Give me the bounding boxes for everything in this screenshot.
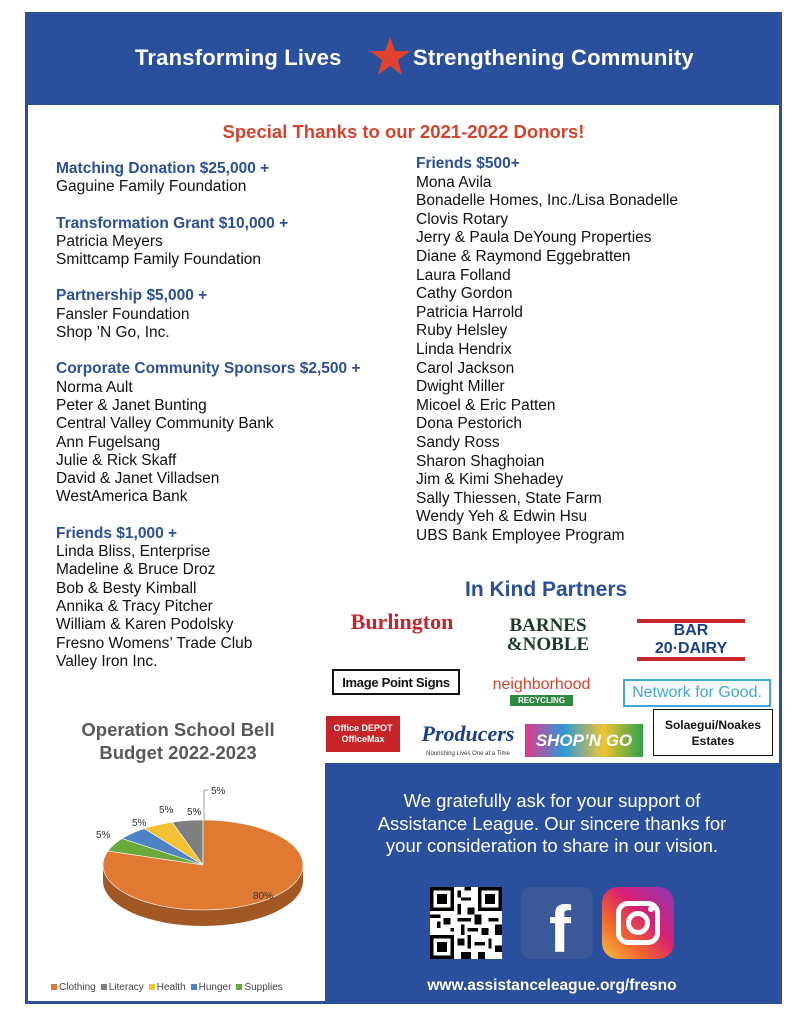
bar20-dairy-logo: BAR 20·DAIRY (637, 619, 745, 661)
support-message (325, 790, 779, 858)
donor-name: Central Valley Community Bank (56, 415, 274, 433)
donor-name: Mona Avila (416, 173, 492, 191)
donor-group-heading: Corporate Community Sponsors $2,500 + (56, 360, 361, 378)
donor-name: Diane & Raymond Eggebratten (416, 247, 631, 265)
donor-name: Patricia Harrold (416, 303, 523, 321)
donor-name: Jerry & Paula DeYoung Properties (416, 229, 652, 247)
solaegui-line-2: Estates (691, 733, 735, 748)
donor-name: Annika & Tracy Pitcher (56, 597, 213, 615)
legend-swatch (101, 984, 107, 990)
pie-leader-line (204, 790, 208, 820)
donor-name: David & Janet Villadsen (56, 470, 220, 488)
legend-swatch (51, 984, 57, 990)
instagram-icon[interactable] (602, 887, 674, 959)
barnes-noble-logo (508, 607, 588, 663)
solaegui-noakes-logo (653, 709, 773, 756)
donor-name: Ruby Helsley (416, 322, 508, 340)
banner-left-text: Transforming Lives (135, 45, 342, 70)
pie-label-health: 5% (132, 818, 147, 829)
donor-name: Smittcamp Family Foundation (56, 251, 262, 269)
burlington-logo: Burlington (350, 609, 454, 634)
neighborhood-recycling-logo (483, 676, 600, 706)
donor-group-heading: Friends $1,000 + (56, 524, 178, 542)
donor-name: Peter & Janet Bunting (56, 396, 207, 414)
pie-label-top: 5% (211, 786, 226, 797)
legend-item-health (149, 982, 186, 993)
recycling-logo-text: RECYCLING (510, 695, 573, 706)
donor-name: Bob & Besty Kimball (56, 579, 197, 597)
donor-name: Madeline & Bruce Droz (56, 561, 216, 579)
donor-name: Gaguine Family Foundation (56, 178, 247, 196)
neighborhood-logo-text: neighborhood (492, 676, 591, 693)
donor-name: Clovis Rotary (416, 210, 509, 228)
donor-name: Wendy Yeh & Edwin Hsu (416, 508, 588, 526)
donor-name: Jim & Kimi Shehadey (416, 471, 564, 489)
donor-name: Sally Thiessen, State Farm (416, 489, 602, 507)
chart-legend (51, 982, 283, 993)
support-message-line: Assistance League. Our sincere thanks for (377, 812, 727, 834)
producers-logo-text: Producers (421, 721, 515, 746)
producers-logo (413, 715, 523, 763)
donor-group (56, 360, 416, 506)
legend-label: Clothing (59, 982, 96, 993)
legend-item-clothing (51, 982, 96, 993)
pie-label-supplies: 5% (187, 807, 202, 818)
donor-name: Patricia Meyers (56, 232, 163, 250)
office-max-text: OfficeMax (341, 734, 385, 744)
facebook-icon[interactable]: f (521, 887, 593, 959)
pie-label-hunger: 5% (159, 805, 174, 816)
donor-name: Bonadelle Homes, Inc./Lisa Bonadelle (416, 192, 678, 210)
header-banner (28, 15, 779, 105)
donor-name: Carol Jackson (416, 359, 515, 377)
donors-title: Special Thanks to our 2021-2022 Donors! (222, 121, 585, 142)
legend-item-supplies (236, 982, 282, 993)
legend-swatch (236, 984, 242, 990)
star-icon (368, 35, 412, 79)
donor-group (56, 215, 416, 270)
pie-label-literacy: 5% (96, 830, 111, 841)
flyer-frame (25, 12, 782, 1004)
office-depot-text: Office DEPOT (333, 723, 393, 733)
in-kind-partners-title: In Kind Partners (465, 578, 628, 601)
donor-name: Dwight Miller (416, 378, 505, 396)
donor-group-heading: Transformation Grant $10,000 + (56, 214, 289, 232)
donor-name: Linda Bliss, Enterprise (56, 543, 211, 561)
donor-name: Sharon Shaghoian (416, 452, 545, 470)
legend-label: Supplies (244, 982, 283, 993)
website-link[interactable]: www.assistanceleague.org/fresno (427, 977, 677, 994)
legend-swatch (149, 984, 155, 990)
donors-right-column (416, 155, 776, 545)
donor-name: Valley Iron Inc. (56, 652, 158, 670)
donor-name: Micoel & Eric Patten (416, 396, 556, 414)
donor-name: William & Karen Podolsky (56, 616, 234, 634)
qr-code-icon[interactable] (430, 887, 502, 959)
barnes-logo-line: BARNES (509, 615, 587, 636)
pie-label-clothing: 80% (253, 891, 274, 902)
donor-name: Fansler Foundation (56, 305, 190, 323)
donor-name: WestAmerica Bank (56, 488, 188, 506)
donor-name: Ann Fugelsang (56, 433, 161, 451)
office-depot-logo (326, 716, 400, 752)
donor-name: Sandy Ross (416, 433, 500, 451)
solaegui-line-1: Solaegui/Noakes (664, 717, 762, 732)
budget-pie-chart (48, 775, 318, 975)
donor-group-heading: Friends $500+ (416, 155, 520, 172)
chart-title (68, 718, 288, 764)
donor-name: Dona Pestorich (416, 415, 522, 433)
legend-label: Hunger (198, 982, 232, 993)
donor-name: Norma Ault (56, 378, 133, 396)
donor-name: Fresno Womens’ Trade Club (56, 634, 253, 652)
producers-tagline: Nourishing Lives One at a Time (426, 751, 510, 757)
support-message-line: your consideration to share in our vision. (385, 835, 719, 856)
donor-group (56, 287, 416, 342)
donor-group (56, 525, 416, 671)
noble-logo-line: &NOBLE (506, 634, 590, 655)
donor-group-heading: Partnership $5,000 + (56, 287, 208, 305)
donor-name: Linda Hendrix (416, 340, 512, 358)
donor-group (56, 160, 416, 197)
banner-right-text: Strengthening Community (413, 45, 694, 70)
donor-name: UBS Bank Employee Program (416, 526, 625, 544)
donor-name: Cathy Gordon (416, 285, 513, 303)
shop-n-go-logo: SHOP’N GO (525, 724, 643, 757)
donor-group-heading: Matching Donation $25,000 + (56, 160, 270, 177)
network-for-good-logo: Network for Good. (623, 679, 771, 707)
legend-label: Literacy (108, 982, 144, 993)
legend-swatch (191, 984, 197, 990)
support-message-line: We gratefully ask for your support of (403, 790, 701, 811)
donor-name: Laura Folland (416, 266, 511, 284)
chart-title-line-2: Budget 2022-2023 (99, 742, 257, 763)
legend-label: Health (156, 982, 186, 993)
donor-name: Julie & Rick Skaff (56, 451, 177, 469)
support-panel (325, 763, 779, 1001)
chart-title-line-1: Operation School Bell (81, 719, 275, 740)
legend-item-literacy (101, 982, 144, 993)
legend-item-hunger (191, 982, 232, 993)
donor-name: Shop ’N Go, Inc. (56, 324, 170, 342)
image-point-signs-logo: Image Point Signs (332, 669, 460, 695)
